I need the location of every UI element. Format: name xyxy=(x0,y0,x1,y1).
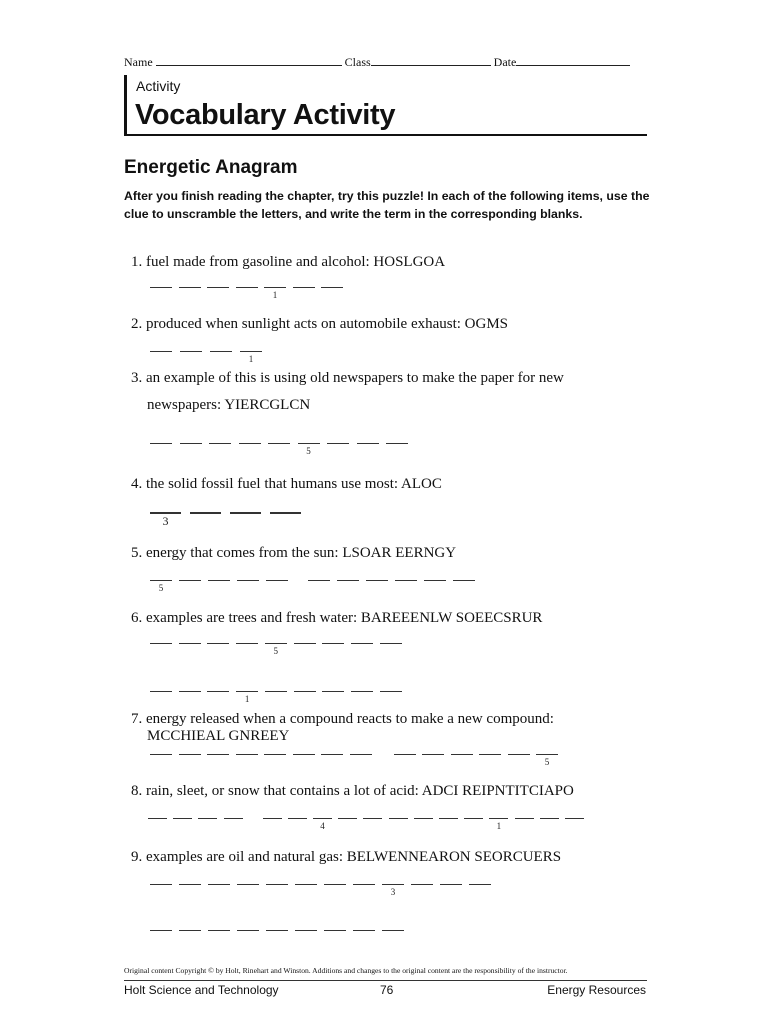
answer-blank[interactable] xyxy=(266,580,288,581)
answer-blank[interactable] xyxy=(439,818,458,819)
question-2: 2. produced when sunlight acts on automobile exhaust: OGMS xyxy=(131,316,509,332)
answer-blank[interactable] xyxy=(179,754,201,755)
answer-blank[interactable] xyxy=(353,884,375,885)
answer-blank[interactable] xyxy=(321,287,343,288)
answer-blank[interactable] xyxy=(414,818,433,819)
answer-blank[interactable] xyxy=(236,691,258,692)
answer-blank[interactable] xyxy=(264,754,286,755)
copyright-notice: Original content Copyright © by Holt, Rinehart and Winston. Additions and changes to the original content are the responsibility of the instructor. xyxy=(124,966,568,975)
answer-blank[interactable] xyxy=(150,884,172,885)
letter-position-number: 4 xyxy=(320,821,325,831)
answer-blank[interactable] xyxy=(207,754,229,755)
answer-blank[interactable] xyxy=(337,580,359,581)
answer-blank[interactable] xyxy=(327,443,349,444)
question-5: 5. energy that comes from the sun: LSOAR EERNGY xyxy=(131,545,457,561)
answer-blank[interactable] xyxy=(208,580,230,581)
answer-blank[interactable] xyxy=(207,287,229,288)
answer-blank[interactable] xyxy=(395,580,417,581)
letter-position-number: 3 xyxy=(162,514,169,528)
answer-blank[interactable] xyxy=(313,818,332,819)
answer-blank[interactable] xyxy=(239,443,261,444)
activity-label: Activity xyxy=(136,78,181,94)
answer-blank[interactable] xyxy=(148,818,167,819)
answer-blank[interactable] xyxy=(179,643,201,644)
page-number: 76 xyxy=(380,983,394,997)
answer-blank[interactable] xyxy=(237,884,259,885)
answer-blank[interactable] xyxy=(386,443,408,444)
answer-blank[interactable] xyxy=(180,351,202,352)
answer-blank[interactable] xyxy=(237,930,259,931)
footer-rule xyxy=(124,980,647,981)
answer-blank[interactable] xyxy=(190,512,221,514)
question-4: 4. the solid fossil fuel that humans use most: ALOC xyxy=(131,476,442,492)
question-7: 7. energy released when a compound reacts to make a new compound: xyxy=(131,711,554,727)
question-6: 6. examples are trees and fresh water: BAREEENLW SOEECSRUR xyxy=(131,610,543,626)
answer-blank[interactable] xyxy=(366,580,388,581)
answer-blank[interactable] xyxy=(363,818,382,819)
class-label: Class xyxy=(344,55,371,69)
answer-blank[interactable] xyxy=(382,884,404,885)
question-9: 9. examples are oil and natural gas: BELWENNEARON SEORCUERS xyxy=(131,849,562,865)
answer-blank[interactable] xyxy=(515,818,534,819)
answer-blank[interactable] xyxy=(150,691,172,692)
answer-blank[interactable] xyxy=(357,443,379,444)
answer-blank[interactable] xyxy=(208,884,230,885)
answer-blank[interactable] xyxy=(240,351,262,352)
answer-blank[interactable] xyxy=(382,930,404,931)
answer-blank[interactable] xyxy=(265,643,287,644)
page-title: Vocabulary Activity xyxy=(135,99,396,131)
answer-blank[interactable] xyxy=(324,930,346,931)
question-7-continued: MCCHIEAL GNREEY xyxy=(147,728,290,744)
answer-blank[interactable] xyxy=(179,287,201,288)
answer-blank[interactable] xyxy=(266,930,288,931)
answer-blank[interactable] xyxy=(298,443,320,444)
answer-blank[interactable] xyxy=(266,884,288,885)
answer-blank[interactable] xyxy=(268,443,290,444)
answer-blank[interactable] xyxy=(237,580,259,581)
answer-blank[interactable] xyxy=(294,643,316,644)
answer-blank[interactable] xyxy=(294,691,316,692)
date-label: Date xyxy=(493,55,517,69)
answer-blank[interactable] xyxy=(150,580,172,581)
letter-position-number: 1 xyxy=(496,821,502,831)
question-3-continued: newspapers: YIERCGLCN xyxy=(147,397,311,413)
answer-blank[interactable] xyxy=(394,754,416,755)
question-8: 8. rain, sleet, or snow that contains a lot of acid: ADCI REIPNTITCIAPO xyxy=(131,783,574,799)
answer-blank[interactable] xyxy=(411,884,433,885)
answer-blank[interactable] xyxy=(338,818,357,819)
answer-blank[interactable] xyxy=(208,930,230,931)
answer-blank[interactable] xyxy=(150,930,172,931)
answer-blank[interactable] xyxy=(424,580,446,581)
title-rule xyxy=(124,134,647,136)
answer-blank[interactable] xyxy=(540,818,559,819)
answer-blank[interactable] xyxy=(324,884,346,885)
name-label: Name xyxy=(124,55,153,69)
answer-blank[interactable] xyxy=(295,930,317,931)
answer-blank[interactable] xyxy=(293,287,315,288)
letter-position-number: 1 xyxy=(244,694,250,704)
answer-blank[interactable] xyxy=(288,818,307,819)
answer-blank[interactable] xyxy=(150,643,172,644)
letter-position-number: 5 xyxy=(273,646,279,656)
answer-blank[interactable] xyxy=(179,884,201,885)
section-title: Energetic Anagram xyxy=(124,157,298,178)
letter-position-number: 3 xyxy=(390,887,396,897)
answer-blank[interactable] xyxy=(489,818,508,819)
answer-blank[interactable] xyxy=(150,754,172,755)
letter-position-number: 1 xyxy=(272,290,278,300)
answer-blank[interactable] xyxy=(150,351,172,352)
answer-blank[interactable] xyxy=(263,818,282,819)
answer-blank[interactable] xyxy=(236,287,258,288)
title-bar xyxy=(124,75,127,135)
letter-position-number: 1 xyxy=(248,354,254,364)
answer-blank[interactable] xyxy=(469,884,491,885)
footer-chapter-title: Energy Resources xyxy=(547,983,646,997)
answer-blank[interactable] xyxy=(179,691,201,692)
answer-blank[interactable] xyxy=(210,351,232,352)
answer-blank[interactable] xyxy=(453,580,475,581)
answer-blank[interactable] xyxy=(321,754,343,755)
answer-blank[interactable] xyxy=(209,443,231,444)
answer-blank[interactable] xyxy=(351,691,373,692)
answer-blank[interactable] xyxy=(422,754,444,755)
answer-blank[interactable] xyxy=(207,691,229,692)
question-1: 1. fuel made from gasoline and alcohol: HOSLGOA xyxy=(131,254,446,270)
answer-blank[interactable] xyxy=(150,443,172,444)
answer-blank[interactable] xyxy=(380,643,402,644)
answer-blank[interactable] xyxy=(464,818,483,819)
answer-blank[interactable] xyxy=(440,884,462,885)
footer-book-title: Holt Science and Technology xyxy=(124,983,279,997)
answer-blank[interactable] xyxy=(380,691,402,692)
question-3: 3. an example of this is using old newspapers to make the paper for new xyxy=(131,370,564,386)
answer-blank[interactable] xyxy=(179,930,201,931)
answer-blank[interactable] xyxy=(536,754,558,755)
answer-blank[interactable] xyxy=(150,287,172,288)
answer-blank[interactable] xyxy=(173,818,192,819)
answer-blank[interactable] xyxy=(389,818,408,819)
answer-blank[interactable] xyxy=(308,580,330,581)
header-line xyxy=(124,55,630,70)
answer-blank[interactable] xyxy=(198,818,217,819)
name-field[interactable] xyxy=(156,56,342,66)
letter-position-number: 5 xyxy=(158,583,164,593)
answer-blank[interactable] xyxy=(322,691,344,692)
answer-blank[interactable] xyxy=(295,884,317,885)
answer-blank[interactable] xyxy=(451,754,473,755)
answer-blank[interactable] xyxy=(230,512,261,514)
answer-blank[interactable] xyxy=(351,643,373,644)
answer-blank[interactable] xyxy=(236,754,258,755)
answer-blank[interactable] xyxy=(353,930,375,931)
answer-blank[interactable] xyxy=(207,643,229,644)
answer-blank[interactable] xyxy=(508,754,530,755)
answer-blank[interactable] xyxy=(264,287,286,288)
answer-blank[interactable] xyxy=(565,818,584,819)
answer-blank[interactable] xyxy=(236,643,258,644)
answer-blank[interactable] xyxy=(179,580,201,581)
instructions: After you finish reading the chapter, try this puzzle! In each of the following items, use the clue to unscramble the letters, and write the term in the corresponding blanks. xyxy=(124,189,650,221)
letter-position-number: 5 xyxy=(306,446,311,456)
answer-blank[interactable] xyxy=(270,512,301,514)
answer-blank[interactable] xyxy=(180,443,202,444)
answer-blank[interactable] xyxy=(479,754,501,755)
letter-position-number: 5 xyxy=(544,757,550,767)
answer-blank[interactable] xyxy=(322,643,344,644)
answer-blank[interactable] xyxy=(350,754,372,755)
date-field[interactable] xyxy=(516,56,630,66)
answer-blank[interactable] xyxy=(293,754,315,755)
answer-blank[interactable] xyxy=(265,691,287,692)
class-field[interactable] xyxy=(371,56,491,66)
answer-blank[interactable] xyxy=(224,818,243,819)
